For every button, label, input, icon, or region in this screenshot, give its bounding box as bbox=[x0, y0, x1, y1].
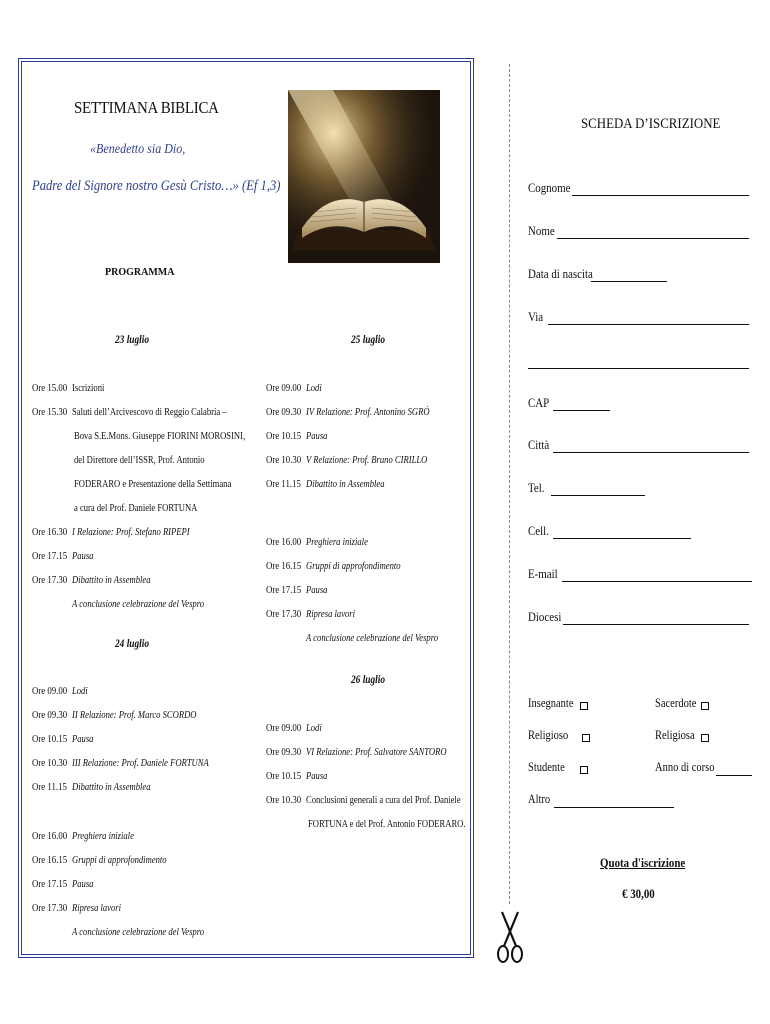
religioso-option[interactable] bbox=[528, 728, 576, 743]
via-input-line-2[interactable] bbox=[528, 368, 749, 369]
brochure-panel bbox=[18, 58, 474, 958]
schedule-row bbox=[266, 424, 471, 448]
schedule-row bbox=[32, 896, 262, 920]
activity: Lodi bbox=[306, 722, 322, 734]
option-label: Studente bbox=[528, 760, 565, 774]
field-label: Diocesi bbox=[528, 609, 562, 624]
field-label: Via bbox=[528, 309, 544, 324]
schedule-row bbox=[32, 376, 262, 400]
activity: Pausa bbox=[306, 584, 328, 596]
activity: Pausa bbox=[72, 550, 94, 562]
activity-continued: a cura del Prof. Daniele FORTUNA bbox=[74, 502, 198, 514]
diocesi-input-line[interactable] bbox=[563, 624, 749, 625]
brochure-title: SETTIMANA BIBLICA bbox=[74, 98, 219, 117]
activity: Conclusioni generali a cura del Prof. Daniele bbox=[306, 794, 461, 806]
activity: III Relazione: Prof. Daniele FORTUNA bbox=[72, 757, 209, 769]
time: Ore 16.15 bbox=[32, 854, 68, 866]
schedule-row bbox=[266, 716, 471, 740]
citta-input-line[interactable] bbox=[553, 452, 749, 453]
closing-note: A conclusione celebrazione del Vespro bbox=[72, 926, 205, 938]
time: Ore 09.30 bbox=[32, 709, 68, 721]
religiosa-option[interactable] bbox=[655, 728, 702, 743]
verse-line-2: Padre del Signore nostro Gesù Cristo…» (Ef 1,3) bbox=[32, 178, 281, 194]
schedule-row bbox=[32, 520, 262, 544]
activity-continued: FODERARO e Presentazione della Settimana bbox=[74, 478, 232, 490]
schedule-closing bbox=[266, 626, 471, 650]
nascita-field[interactable] bbox=[528, 266, 605, 282]
schedule-row bbox=[32, 400, 262, 424]
schedule-row bbox=[32, 448, 262, 472]
activity-continued: FORTUNA e del Prof. Antonio FODERARO. bbox=[308, 818, 466, 830]
schedule-row bbox=[266, 740, 471, 764]
schedule-26 bbox=[266, 716, 471, 836]
activity: Preghiera iniziale bbox=[306, 536, 368, 548]
option-label: Anno di corso bbox=[655, 760, 715, 774]
time: Ore 09.00 bbox=[266, 722, 302, 734]
schedule-row bbox=[32, 424, 262, 448]
schedule-row bbox=[266, 400, 471, 424]
field-label: Città bbox=[528, 437, 550, 452]
schedule-row bbox=[32, 848, 262, 872]
schedule-row bbox=[266, 554, 471, 578]
tel-field[interactable] bbox=[528, 480, 548, 496]
anno-input-line[interactable] bbox=[716, 775, 752, 776]
time: Ore 09.00 bbox=[32, 685, 68, 697]
activity: VI Relazione: Prof. Salvatore SANTORO bbox=[306, 746, 447, 758]
option-label: Religioso bbox=[528, 728, 569, 742]
field-label: Data di nascita bbox=[528, 266, 593, 281]
field-label: Tel. bbox=[528, 480, 545, 495]
schedule-row bbox=[32, 872, 262, 896]
activity-continued: del Direttore dell’ISSR, Prof. Antonio bbox=[74, 454, 205, 466]
schedule-row bbox=[32, 544, 262, 568]
schedule-row bbox=[266, 812, 471, 836]
time: Ore 09.30 bbox=[266, 746, 302, 758]
email-input-line[interactable] bbox=[562, 581, 752, 582]
activity: V Relazione: Prof. Bruno CIRILLO bbox=[306, 454, 428, 466]
option-label: Insegnante bbox=[528, 696, 574, 710]
time: Ore 10.15 bbox=[266, 430, 302, 442]
field-label: Cognome bbox=[528, 180, 571, 195]
option-label: Religiosa bbox=[655, 728, 695, 742]
schedule-row bbox=[266, 448, 471, 472]
day-heading-23: 23 luglio bbox=[115, 332, 150, 346]
schedule-row bbox=[266, 788, 471, 812]
time: Ore 15.00 bbox=[32, 382, 68, 394]
form-title: SCHEDA D’ISCRIZIONE bbox=[581, 116, 721, 132]
anno-option[interactable] bbox=[655, 760, 726, 775]
activity: IV Relazione: Prof. Antonino SGRÒ bbox=[306, 406, 430, 418]
activity: Dibattito in Assemblea bbox=[72, 574, 151, 586]
day-heading-26: 26 luglio bbox=[351, 672, 386, 686]
sacerdote-option[interactable] bbox=[655, 696, 704, 711]
schedule-row bbox=[32, 472, 262, 496]
closing-note: A conclusione celebrazione del Vespro bbox=[72, 598, 205, 610]
schedule-row bbox=[32, 751, 262, 775]
option-label: Sacerdote bbox=[655, 696, 697, 710]
altro-option[interactable] bbox=[528, 792, 554, 807]
schedule-row bbox=[266, 376, 471, 400]
checkbox-icon[interactable] bbox=[701, 702, 709, 710]
schedule-24-afternoon bbox=[32, 824, 262, 944]
quota-label: Quota d'iscrizione bbox=[600, 855, 686, 870]
email-field[interactable] bbox=[528, 566, 563, 582]
activity: Gruppi di approfondimento bbox=[306, 560, 401, 572]
activity: Ripresa lavori bbox=[306, 608, 356, 620]
time: Ore 11.15 bbox=[32, 781, 67, 793]
activity: Lodi bbox=[306, 382, 322, 394]
programma-heading: PROGRAMMA bbox=[105, 267, 175, 278]
time: Ore 10.15 bbox=[32, 733, 68, 745]
activity: Dibattito in Assemblea bbox=[72, 781, 151, 793]
activity: I Relazione: Prof. Stefano RIPEPI bbox=[72, 526, 190, 538]
via-field[interactable] bbox=[528, 309, 546, 325]
activity: Ripresa lavori bbox=[72, 902, 122, 914]
time: Ore 17.15 bbox=[32, 550, 68, 562]
activity: II Relazione: Prof. Marco SCORDO bbox=[72, 709, 197, 721]
schedule-row bbox=[266, 472, 471, 496]
via-input-line[interactable] bbox=[548, 324, 749, 325]
activity: Pausa bbox=[72, 878, 94, 890]
option-label: Altro bbox=[528, 792, 551, 806]
time: Ore 17.15 bbox=[32, 878, 68, 890]
time: Ore 16.00 bbox=[32, 830, 68, 842]
activity: Preghiera iniziale bbox=[72, 830, 134, 842]
schedule-row bbox=[32, 568, 262, 592]
time: Ore 16.00 bbox=[266, 536, 302, 548]
insegnante-option[interactable] bbox=[528, 696, 582, 711]
day-heading-25: 25 luglio bbox=[351, 332, 386, 346]
field-label: CAP bbox=[528, 395, 550, 410]
cap-input-line[interactable] bbox=[553, 410, 610, 411]
time: Ore 09.00 bbox=[266, 382, 302, 394]
cognome-field[interactable] bbox=[528, 180, 579, 196]
schedule-row bbox=[266, 602, 471, 626]
schedule-25 bbox=[266, 376, 471, 496]
closing-note: A conclusione celebrazione del Vespro bbox=[306, 632, 439, 644]
activity: Iscrizioni bbox=[72, 382, 105, 394]
schedule-row bbox=[32, 775, 262, 799]
checkbox-icon[interactable] bbox=[580, 702, 588, 710]
cell-field[interactable] bbox=[528, 523, 553, 539]
time: Ore 16.15 bbox=[266, 560, 302, 572]
checkbox-icon[interactable] bbox=[580, 766, 588, 774]
activity: Dibattito in Assemblea bbox=[306, 478, 385, 490]
schedule-closing bbox=[32, 592, 262, 616]
scissors-icon bbox=[496, 910, 524, 966]
field-label: Cell. bbox=[528, 523, 549, 538]
field-label: E-mail bbox=[528, 566, 558, 581]
schedule-row bbox=[32, 727, 262, 751]
open-bible-image bbox=[288, 90, 440, 263]
day-heading-24: 24 luglio bbox=[115, 636, 150, 650]
schedule-row bbox=[266, 530, 471, 554]
time: Ore 17.30 bbox=[266, 608, 302, 620]
diocesi-field[interactable] bbox=[528, 609, 568, 625]
time: Ore 17.15 bbox=[266, 584, 302, 596]
cognome-input-line[interactable] bbox=[572, 195, 749, 196]
time: Ore 17.30 bbox=[32, 902, 68, 914]
field-label: Nome bbox=[528, 223, 555, 238]
schedule-row bbox=[266, 578, 471, 602]
activity: Pausa bbox=[306, 430, 328, 442]
schedule-row bbox=[32, 824, 262, 848]
schedule-24 bbox=[32, 679, 262, 799]
checkbox-icon[interactable] bbox=[582, 734, 590, 742]
cap-field[interactable] bbox=[528, 395, 553, 411]
cut-line bbox=[509, 64, 510, 904]
verse-line-1: «Benedetto sia Dio, bbox=[90, 142, 186, 157]
schedule-23 bbox=[32, 376, 262, 616]
activity: Pausa bbox=[306, 770, 328, 782]
activity: Lodi bbox=[72, 685, 88, 697]
time: Ore 10.30 bbox=[32, 757, 68, 769]
tel-input-line[interactable] bbox=[551, 495, 645, 496]
nome-input-line[interactable] bbox=[557, 238, 749, 239]
time: Ore 17.30 bbox=[32, 574, 68, 586]
studente-option[interactable] bbox=[528, 760, 572, 775]
nascita-input-line[interactable] bbox=[591, 281, 667, 282]
nome-field[interactable] bbox=[528, 223, 560, 239]
time: Ore 10.30 bbox=[266, 794, 302, 806]
schedule-row bbox=[32, 496, 262, 520]
cell-input-line[interactable] bbox=[553, 538, 691, 539]
time: Ore 15.30 bbox=[32, 406, 68, 418]
time: Ore 09.30 bbox=[266, 406, 302, 418]
time: Ore 10.30 bbox=[266, 454, 302, 466]
checkbox-icon[interactable] bbox=[701, 734, 709, 742]
time: Ore 11.15 bbox=[266, 478, 301, 490]
quota-price: € 30,00 bbox=[622, 886, 655, 901]
activity-continued: Bova S.E.Mons. Giuseppe FIORINI MOROSINI, bbox=[74, 430, 246, 442]
schedule-row bbox=[266, 764, 471, 788]
schedule-closing bbox=[32, 920, 262, 944]
activity: Gruppi di approfondimento bbox=[72, 854, 167, 866]
activity: Saluti dell’Arcivescovo di Reggio Calabria – bbox=[72, 406, 227, 418]
schedule-row bbox=[32, 703, 262, 727]
time: Ore 10.15 bbox=[266, 770, 302, 782]
time: Ore 16.30 bbox=[32, 526, 68, 538]
schedule-row bbox=[32, 679, 262, 703]
citta-field[interactable] bbox=[528, 437, 553, 453]
altro-input-line[interactable] bbox=[554, 807, 674, 808]
schedule-25-afternoon bbox=[266, 530, 471, 650]
activity: Pausa bbox=[72, 733, 94, 745]
